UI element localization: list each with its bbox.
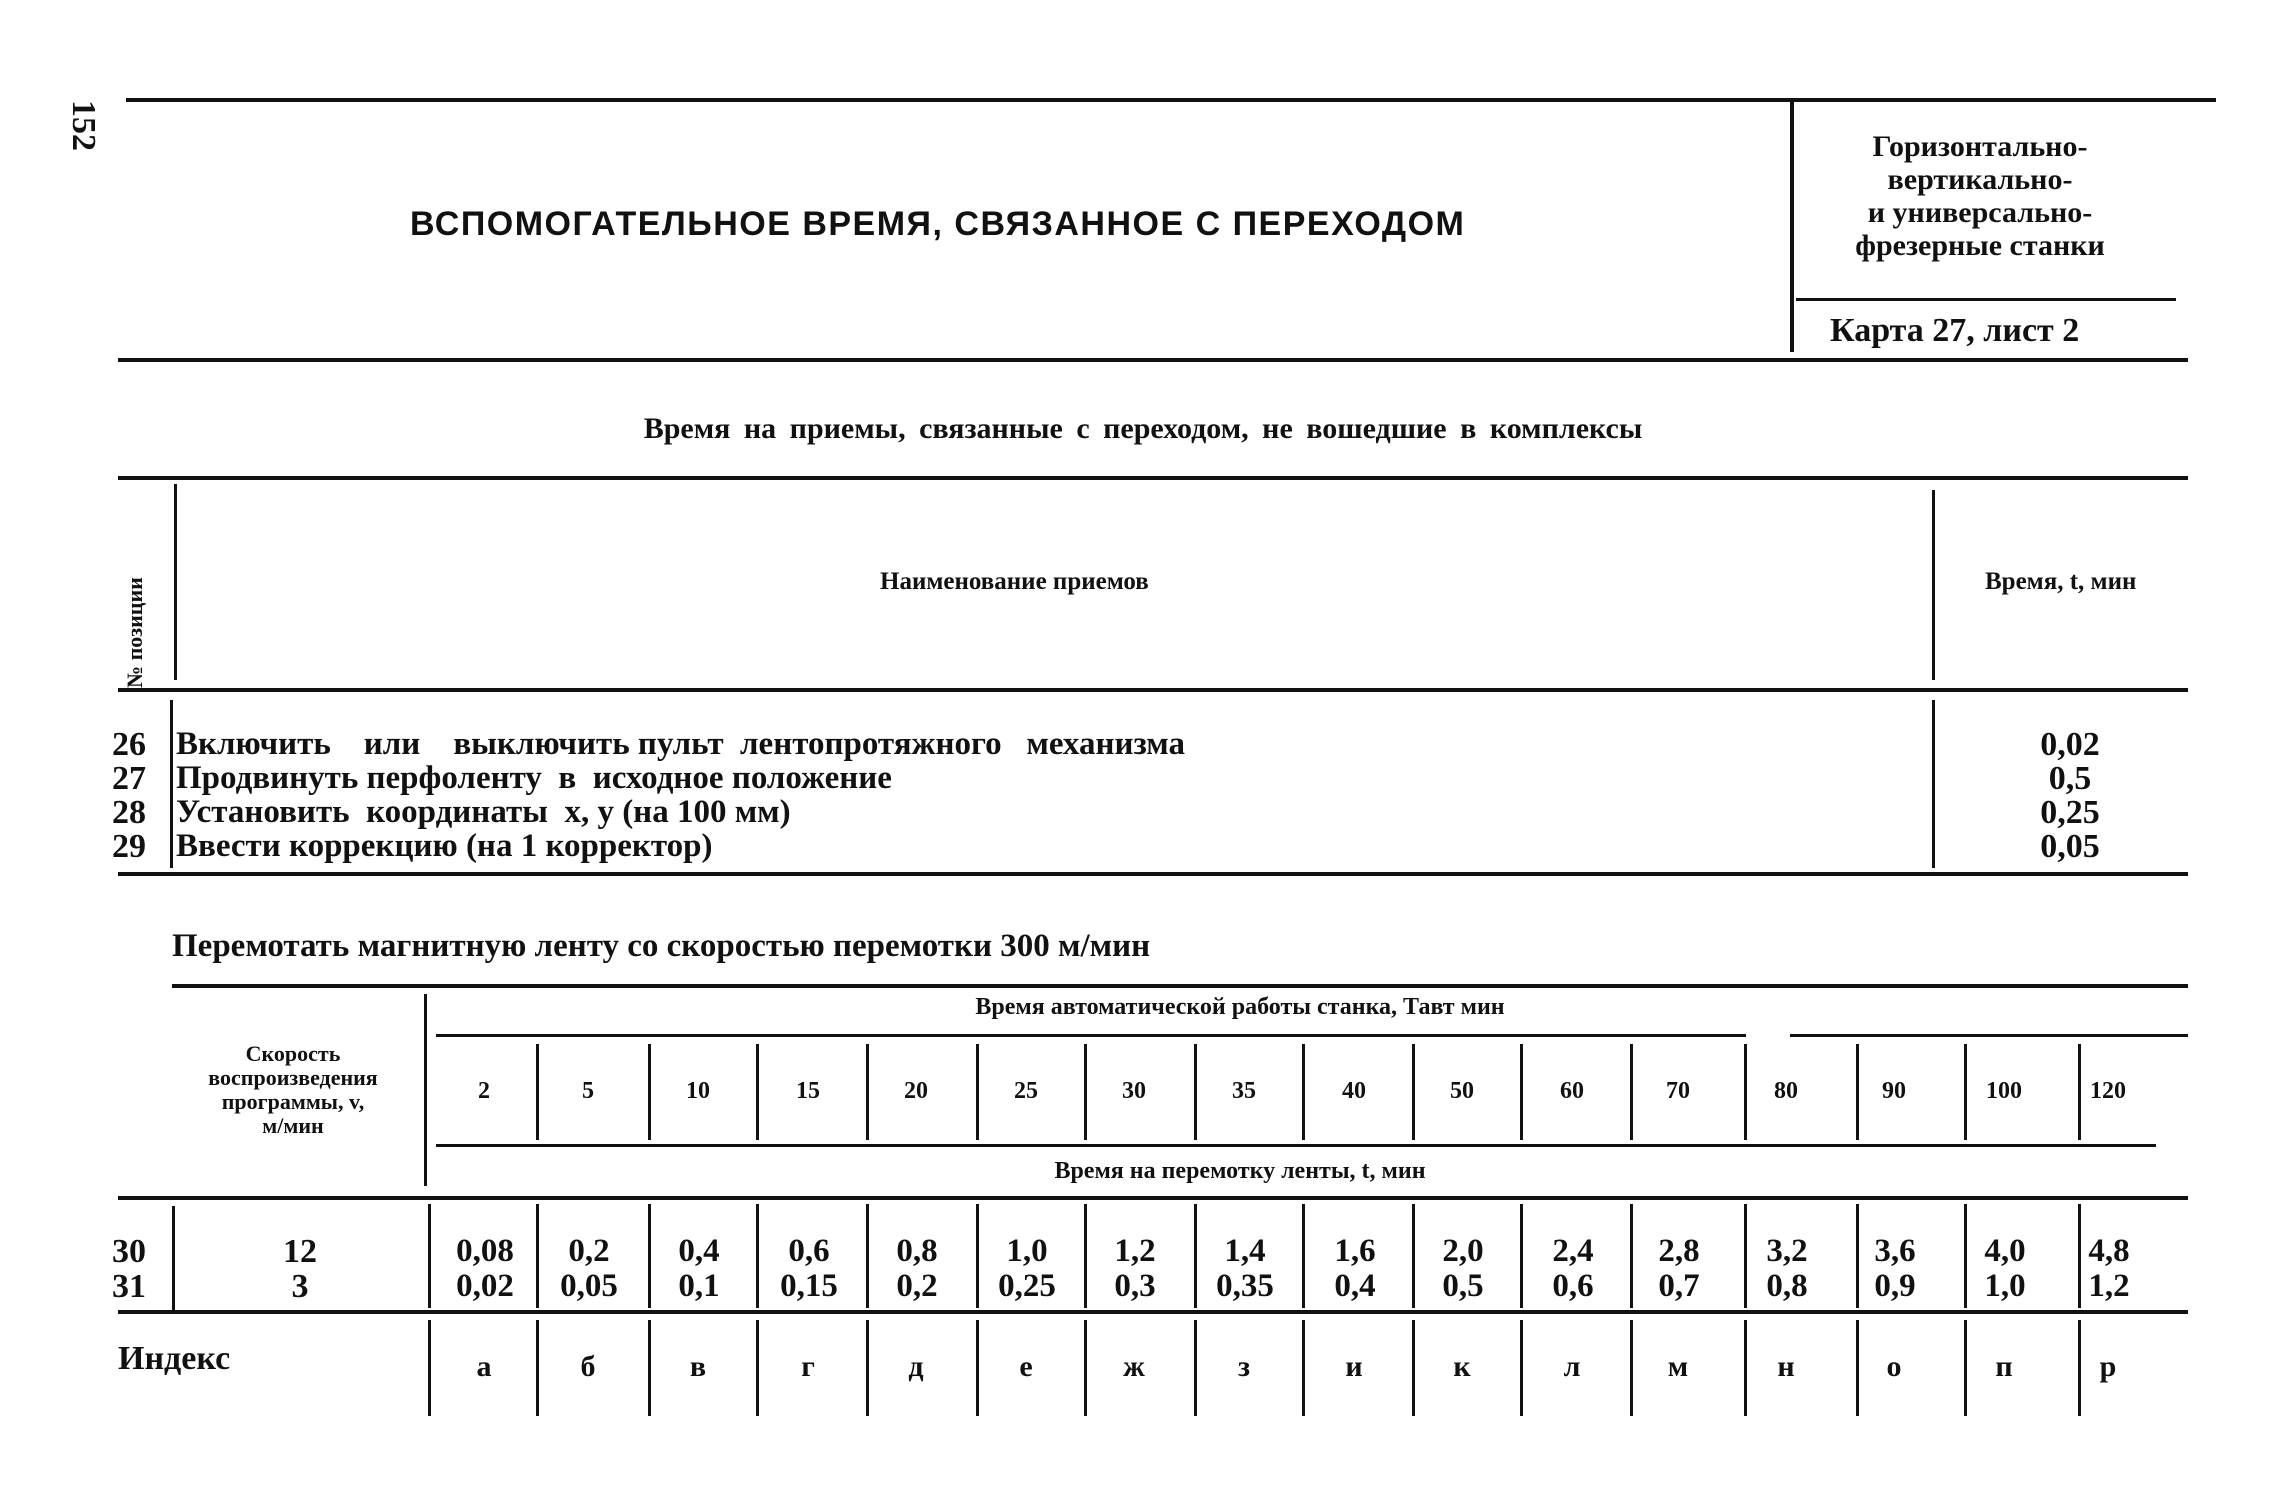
column-divider	[1630, 1204, 1633, 1308]
index-cell: к	[1453, 1350, 1471, 1383]
page-title: ВСПОМОГАТЕЛЬНОЕ ВРЕМЯ, СВЯЗАННОЕ С ПЕРЕХОДОМ	[410, 205, 1466, 243]
header-bottom-rule	[118, 358, 2188, 362]
table1-vline	[1932, 490, 1935, 680]
index-cell: м	[1667, 1350, 1689, 1383]
value-row-30: 3,2	[1766, 1233, 1808, 1269]
table2-vline	[172, 1206, 175, 1312]
value-cell	[1742, 1234, 1832, 1304]
row-text: Ввести коррекцию (на 1 корректор)	[176, 828, 713, 864]
table2-vline	[424, 994, 427, 1186]
machine-type-line: фрезерные станки	[1855, 229, 2105, 262]
table1-caption: Время на приемы, связанные с переходом, не вошедшие в комплексы	[643, 412, 1643, 445]
value-row-30: 1,2	[1114, 1233, 1156, 1269]
table1-header-rule	[118, 688, 2188, 692]
index-label: Индекс	[118, 1340, 231, 1377]
column-header: 120	[2090, 1078, 2126, 1104]
value-row-30: 0,2	[568, 1233, 610, 1269]
row-number: 26	[112, 726, 146, 763]
value-cell	[1634, 1234, 1724, 1304]
column-divider	[2078, 1204, 2081, 1308]
column-divider	[2078, 1320, 2081, 1416]
column-divider	[1520, 1044, 1523, 1140]
table1-vline	[174, 484, 177, 680]
column-divider	[1302, 1204, 1305, 1308]
auto-time-rule	[436, 1034, 1746, 1037]
index-cell: в	[689, 1350, 707, 1383]
row-number	[112, 1234, 146, 1304]
auto-time-rule	[1790, 1034, 2188, 1037]
value-cell	[1418, 1234, 1508, 1304]
rewind-rule	[436, 1144, 2156, 1147]
column-divider	[976, 1204, 979, 1308]
value-cell	[1090, 1234, 1180, 1304]
value-row-30: 2,8	[1658, 1233, 1700, 1269]
value-row-31: 0,25	[998, 1268, 1056, 1304]
card-number: Карта 27, лист 2	[1830, 312, 2080, 349]
column-divider	[866, 1204, 869, 1308]
value-row-31: 0,02	[456, 1268, 514, 1304]
column-divider	[1744, 1204, 1747, 1308]
value-cell	[764, 1234, 854, 1304]
value-cell	[982, 1234, 1072, 1304]
col-position-header: № позиции	[122, 577, 147, 688]
row-text: Продвинуть перфоленту в исходное положение	[176, 760, 892, 796]
table1-vline	[170, 700, 173, 868]
row-time: 0,05	[2040, 828, 2100, 865]
index-cell: р	[2099, 1350, 2117, 1383]
machine-type-line: Горизонтально-	[1872, 130, 2088, 163]
column-divider	[866, 1320, 869, 1416]
column-header: 80	[1774, 1078, 1798, 1104]
table1-vline	[1932, 700, 1935, 868]
value-row-31: 1,0	[1984, 1268, 2026, 1304]
speed-header-line: м/мин	[262, 1113, 324, 1138]
column-divider	[1084, 1320, 1087, 1416]
speed-header-line: воспроизведения	[208, 1065, 378, 1090]
table1-top-rule	[118, 476, 2188, 480]
value-row-31: 1,2	[2088, 1268, 2130, 1304]
row-number: 31	[112, 1268, 146, 1305]
index-cell: е	[1019, 1350, 1033, 1383]
row-text: Включить или выключить пульт лентопротяжного механизма	[176, 726, 1186, 762]
auto-time-header: Время автоматической работы станка, Тавт мин	[975, 994, 1505, 1020]
column-divider	[536, 1204, 539, 1308]
value-row-30: 0,8	[896, 1233, 938, 1269]
value-cell	[654, 1234, 744, 1304]
column-divider	[1856, 1320, 1859, 1416]
value-row-31: 0,6	[1552, 1268, 1594, 1304]
value-cell	[544, 1234, 634, 1304]
value-cell	[1200, 1234, 1290, 1304]
column-divider	[1856, 1204, 1859, 1308]
column-divider	[648, 1044, 651, 1140]
value-row-31: 0,2	[896, 1268, 938, 1304]
column-divider	[1084, 1044, 1087, 1140]
top-rule	[126, 98, 2216, 102]
row-time: 0,02	[2040, 726, 2100, 763]
column-divider	[1412, 1204, 1415, 1308]
index-cell: н	[1777, 1350, 1795, 1383]
header-divider	[1790, 100, 1794, 352]
column-divider	[1520, 1320, 1523, 1416]
column-header: 50	[1450, 1078, 1474, 1104]
value-cell	[1310, 1234, 1400, 1304]
value-row-31: 0,3	[1114, 1268, 1156, 1304]
value-row-30: 0,6	[788, 1233, 830, 1269]
rewind-header: Время на перемотку ленты, t, мин	[1054, 1158, 1426, 1184]
column-header: 70	[1666, 1078, 1690, 1104]
column-divider	[976, 1044, 979, 1140]
machine-type	[1810, 130, 2150, 262]
value-row-30: 4,8	[2088, 1233, 2130, 1269]
column-divider	[1084, 1204, 1087, 1308]
column-header: 25	[1014, 1078, 1038, 1104]
table2-header-rule	[118, 1196, 2188, 1200]
index-cell: а	[476, 1350, 492, 1383]
index-cell: и	[1345, 1350, 1363, 1383]
column-header: 5	[582, 1078, 594, 1104]
speed-header-line: программы, v,	[221, 1089, 365, 1114]
column-divider	[1412, 1044, 1415, 1140]
table2-caption: Перемотать магнитную ленту со скоростью перемотки 300 м/мин	[172, 928, 1151, 964]
value-row-31: 0,05	[560, 1268, 618, 1304]
column-divider	[428, 1320, 431, 1416]
column-divider	[2078, 1044, 2081, 1140]
speed-value: 3	[291, 1268, 309, 1305]
value-row-30: 4,0	[1984, 1233, 2026, 1269]
column-header: 15	[796, 1078, 820, 1104]
column-divider	[756, 1204, 759, 1308]
machine-type-line: вертикально-	[1887, 163, 2073, 196]
column-divider	[976, 1320, 979, 1416]
column-divider	[1302, 1320, 1305, 1416]
value-row-30: 2,0	[1442, 1233, 1484, 1269]
value-row-31: 0,15	[780, 1268, 838, 1304]
column-header: 90	[1882, 1078, 1906, 1104]
value-cell	[872, 1234, 962, 1304]
value-row-31: 0,4	[1334, 1268, 1376, 1304]
column-divider	[1194, 1320, 1197, 1416]
row-time: 0,5	[2048, 760, 2092, 797]
column-divider	[1302, 1044, 1305, 1140]
value-row-31: 0,35	[1216, 1268, 1274, 1304]
value-row-31: 0,9	[1874, 1268, 1916, 1304]
index-cell: п	[1995, 1350, 2013, 1383]
value-row-30: 3,6	[1874, 1233, 1916, 1269]
row-time: 0,25	[2040, 794, 2100, 831]
index-cell: о	[1886, 1350, 1902, 1383]
speed-header-line: Скорость	[245, 1041, 341, 1066]
value-row-30: 0,4	[678, 1233, 720, 1269]
column-divider	[1194, 1044, 1197, 1140]
column-divider	[756, 1044, 759, 1140]
index-cell: б	[580, 1350, 596, 1383]
value-row-30: 2,4	[1552, 1233, 1594, 1269]
column-divider	[1964, 1204, 1967, 1308]
row-number: 30	[112, 1233, 146, 1270]
table1-bottom-rule	[118, 872, 2188, 876]
column-divider	[648, 1204, 651, 1308]
value-row-30: 0,08	[456, 1233, 514, 1269]
speed-value: 12	[283, 1233, 317, 1270]
value-row-30: 1,0	[1006, 1233, 1048, 1269]
index-cell: л	[1563, 1350, 1581, 1383]
value-row-30: 1,6	[1334, 1233, 1376, 1269]
index-cell: г	[801, 1350, 815, 1383]
column-header: 10	[686, 1078, 710, 1104]
column-divider	[1964, 1320, 1967, 1416]
column-divider	[1744, 1320, 1747, 1416]
column-divider	[1630, 1320, 1633, 1416]
column-header: 2	[478, 1078, 490, 1104]
row-number: 28	[112, 794, 146, 831]
column-header: 35	[1232, 1078, 1256, 1104]
column-divider	[1630, 1044, 1633, 1140]
table2-rows-rule	[118, 1310, 2188, 1314]
value-row-31: 0,7	[1658, 1268, 1700, 1304]
column-divider	[428, 1204, 431, 1308]
column-header: 40	[1342, 1078, 1366, 1104]
column-divider	[1964, 1044, 1967, 1140]
machine-type-line: и универсально-	[1867, 196, 2093, 229]
column-divider	[866, 1044, 869, 1140]
column-divider	[1194, 1204, 1197, 1308]
value-row-31: 0,8	[1766, 1268, 1808, 1304]
value-cell	[440, 1234, 530, 1304]
value-row-31: 0,5	[1442, 1268, 1484, 1304]
column-divider	[648, 1320, 651, 1416]
value-cell	[1850, 1234, 1940, 1304]
row-number: 27	[112, 760, 146, 797]
column-header: 100	[1986, 1078, 2022, 1104]
column-divider	[1744, 1044, 1747, 1140]
column-divider	[1856, 1044, 1859, 1140]
col-time-header: Время, t, мин	[1985, 568, 2137, 595]
row-text: Установить координаты x, y (на 100 мм)	[176, 794, 791, 830]
column-divider	[756, 1320, 759, 1416]
index-cell: з	[1237, 1350, 1251, 1383]
card-rule	[1796, 298, 2176, 301]
page-number: 152	[65, 100, 102, 151]
value-row-30: 1,4	[1224, 1233, 1266, 1269]
value-cell	[1960, 1234, 2050, 1304]
column-divider	[536, 1320, 539, 1416]
index-cell: д	[908, 1350, 924, 1383]
speed-header	[168, 1042, 418, 1138]
row-number: 29	[112, 828, 146, 865]
index-cell: ж	[1123, 1350, 1145, 1383]
column-header: 60	[1560, 1078, 1584, 1104]
table2-top-rule	[172, 984, 2188, 988]
column-divider	[536, 1044, 539, 1140]
column-divider	[1412, 1320, 1415, 1416]
column-divider	[1520, 1204, 1523, 1308]
speed-values	[250, 1234, 350, 1304]
value-cell	[1528, 1234, 1618, 1304]
col-name-header: Наименование приемов	[880, 568, 1149, 595]
column-header: 30	[1122, 1078, 1146, 1104]
value-row-31: 0,1	[678, 1268, 720, 1304]
column-header: 20	[904, 1078, 928, 1104]
